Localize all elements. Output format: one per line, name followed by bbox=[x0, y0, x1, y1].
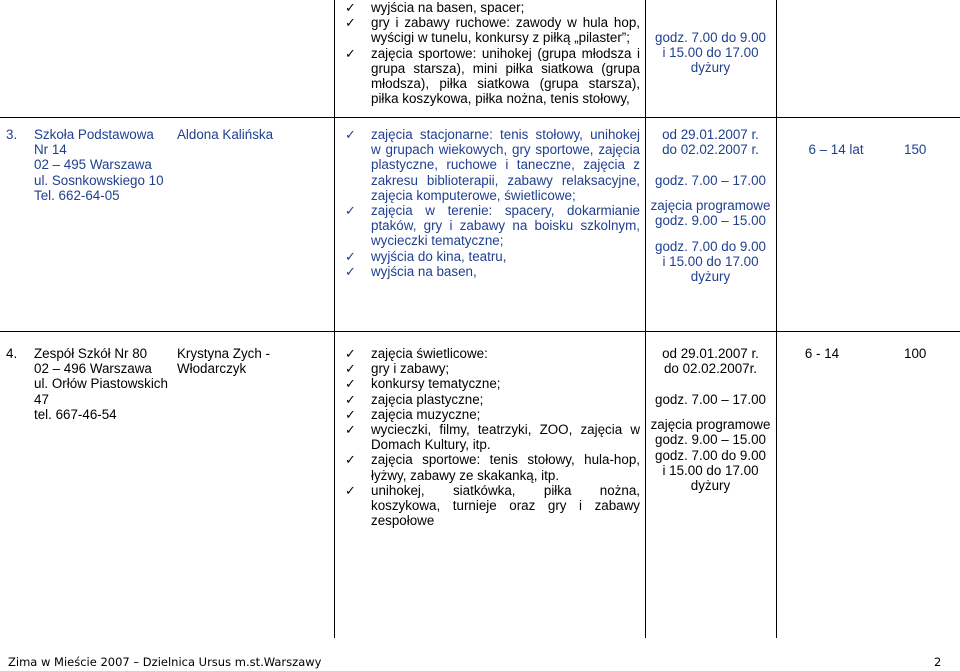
table-border-line bbox=[0, 331, 960, 332]
checkmark-icon: ✓ bbox=[345, 406, 356, 422]
date-range bbox=[648, 127, 773, 157]
text-line: Nr 14 bbox=[34, 142, 67, 158]
checkmark-icon: ✓ bbox=[345, 203, 356, 219]
text-line: dyżury bbox=[690, 269, 731, 285]
row-activities bbox=[345, 346, 640, 528]
activity-list bbox=[345, 127, 640, 279]
age-range: 6 – 14 lat bbox=[808, 142, 864, 157]
text-line: zajęcia programowe bbox=[650, 417, 771, 433]
activity-text: zajęcia stacjonarne: tenis stołowy, unihokej bbox=[371, 127, 640, 142]
footer-text: Zima w Mieście 2007 – Dzielnica Ursus m.st.Warszawy bbox=[8, 655, 322, 669]
activity-item bbox=[345, 361, 640, 376]
table-border-line bbox=[645, 0, 646, 638]
activity-text: zajęcia w terenie: spacery, dokarmianie bbox=[371, 203, 640, 219]
prev-row-activities bbox=[345, 0, 640, 106]
checkmark-icon: ✓ bbox=[345, 346, 356, 361]
text-line: Krystyna Zych - bbox=[177, 346, 271, 361]
activity-item bbox=[345, 452, 640, 482]
opening-hours bbox=[648, 392, 773, 493]
activity-text: wyjścia do kina, teatru, bbox=[371, 248, 507, 264]
text-line: i 15.00 do 17.00 bbox=[662, 253, 759, 269]
text-line: Tel. 662-64-05 bbox=[34, 187, 120, 203]
activity-item bbox=[345, 407, 640, 422]
text-line: i 15.00 do 17.00 bbox=[662, 45, 759, 61]
checkmark-icon: ✓ bbox=[345, 15, 356, 31]
text-line: ul. Sosnkowskiego 10 bbox=[34, 172, 164, 188]
checkmark-icon: ✓ bbox=[345, 482, 356, 498]
activity-item bbox=[345, 15, 640, 45]
row-activities bbox=[345, 127, 640, 279]
activity-text: zajęcia sportowe: unihokej (grupa młodsza i bbox=[371, 45, 640, 61]
text-line: godz. 7.00 do 9.00 bbox=[655, 30, 766, 45]
text-line: 02 – 495 Warszawa bbox=[34, 157, 152, 173]
text-line: dyżury bbox=[690, 60, 731, 76]
activity-text: Domach Kultury, itp. bbox=[371, 437, 491, 453]
activity-text: wyjścia na basen, spacer; bbox=[371, 0, 525, 15]
activity-list bbox=[345, 0, 640, 106]
activity-text: zajęcia plastyczne; bbox=[371, 391, 484, 407]
age-range: 6 - 14 bbox=[804, 346, 840, 361]
text-line: Włodarczyk bbox=[177, 361, 247, 377]
text-line: godz. 7.00 – 17.00 bbox=[655, 173, 766, 188]
text-line: zajęcia programowe bbox=[650, 198, 771, 214]
text-line: Aldona Kalińska bbox=[177, 127, 274, 142]
checkmark-icon: ✓ bbox=[345, 45, 356, 61]
row-number: 3. bbox=[6, 127, 18, 142]
text-line: i 15.00 do 17.00 bbox=[662, 462, 759, 478]
text-line: od 29.01.2007 r. bbox=[662, 346, 759, 361]
checkmark-icon: ✓ bbox=[345, 452, 356, 468]
school-address bbox=[34, 127, 179, 203]
text-line: do 02.02.2007r. bbox=[663, 361, 758, 377]
coordinator-name bbox=[177, 127, 327, 142]
text-line: do 02.02.2007 r. bbox=[662, 142, 759, 158]
activity-text: zajęcia świetlicowe: bbox=[371, 346, 488, 361]
checkmark-icon: ✓ bbox=[345, 127, 356, 142]
checkmark-icon: ✓ bbox=[345, 422, 356, 438]
activity-text: młodsza), piłka siatkowa (grupa starsza), bbox=[371, 76, 640, 92]
text-line: tel. 667-46-54 bbox=[34, 406, 117, 422]
spacer bbox=[648, 229, 773, 239]
text-line: godz. 7.00 do 9.00 bbox=[655, 447, 766, 463]
checkmark-icon: ✓ bbox=[345, 248, 356, 264]
activity-text: wyjścia na basen, bbox=[371, 263, 477, 279]
page-number: 2 bbox=[934, 655, 942, 669]
spacer bbox=[648, 188, 773, 198]
text-line: Szkoła Podstawowa bbox=[34, 127, 154, 142]
participant-count: 150 bbox=[904, 142, 927, 157]
table-border-line bbox=[334, 0, 335, 638]
text-line: ul. Orłów Piastowskich bbox=[34, 376, 168, 392]
participant-count: 100 bbox=[904, 346, 927, 361]
text-line: godz. 7.00 – 17.00 bbox=[655, 392, 766, 407]
activity-item bbox=[345, 376, 640, 391]
checkmark-icon: ✓ bbox=[345, 376, 356, 392]
activity-item bbox=[345, 249, 640, 264]
activity-item bbox=[345, 203, 640, 249]
activity-item bbox=[345, 264, 640, 279]
checkmark-icon: ✓ bbox=[345, 263, 356, 279]
activity-item bbox=[345, 127, 640, 203]
activity-text: wyścigi w tunelu, konkursy z piłką „pilaster”; bbox=[371, 30, 630, 46]
activity-text: łyżwy, zabawy ze skakanką, itp. bbox=[371, 467, 560, 483]
activity-text: w grupach wiekowych, gry sportowe, zajęcia bbox=[371, 142, 640, 158]
text-line: 47 bbox=[34, 391, 49, 407]
activity-text: wycieczki, filmy, teatrzyki, ZOO, zajęcia w bbox=[371, 422, 640, 438]
school-address bbox=[34, 346, 179, 422]
activity-text: koszykowa, turnieje oraz gry i zabawy bbox=[371, 498, 640, 514]
activity-text: zajęcia muzyczne; bbox=[371, 406, 481, 422]
checkmark-icon: ✓ bbox=[345, 391, 356, 407]
activity-item bbox=[345, 46, 640, 107]
activity-text: zespołowe bbox=[371, 513, 435, 529]
activity-text: konkursy tematyczne; bbox=[371, 376, 501, 392]
text-line: godz. 7.00 do 9.00 bbox=[655, 238, 766, 254]
activity-item bbox=[345, 392, 640, 407]
text-line: od 29.01.2007 r. bbox=[662, 127, 759, 142]
text-line: dyżury bbox=[690, 478, 731, 494]
activity-item bbox=[345, 346, 640, 361]
table-border-line bbox=[0, 117, 960, 118]
activity-text: zakresu biblioterapii, zabawy relaksacyjne, bbox=[371, 172, 640, 188]
text-line: 02 – 496 Warszawa bbox=[34, 361, 152, 377]
activity-text: grupa starsza), mini piłka siatkowa (grupa bbox=[371, 60, 640, 76]
text-line: Zespół Szkół Nr 80 bbox=[34, 346, 148, 361]
activity-text: zajęcia komputerowe, świetlicowe; bbox=[371, 187, 576, 203]
activity-item bbox=[345, 483, 640, 529]
coordinator-name bbox=[177, 346, 327, 376]
prev-row-hours bbox=[648, 30, 773, 76]
activity-text: wycieczki tematyczne; bbox=[371, 233, 504, 249]
activity-text: zajęcia sportowe: tenis stołowy, hula-hop, bbox=[371, 452, 640, 468]
row-number: 4. bbox=[6, 346, 18, 361]
checkmark-icon: ✓ bbox=[345, 0, 356, 15]
activity-text: ptaków, gry i zabawy na boisku szkolnym, bbox=[371, 218, 640, 234]
activity-text: gry i zabawy ruchowe: zawody w hula hop, bbox=[371, 15, 640, 31]
spacer bbox=[648, 407, 773, 417]
activity-text: piłka koszykowa, piłka nożna, tenis stołowy, bbox=[371, 91, 630, 107]
activity-text: gry i zabawy; bbox=[371, 361, 450, 377]
checkmark-icon: ✓ bbox=[345, 361, 356, 377]
activity-list bbox=[345, 346, 640, 528]
text-line: godz. 9.00 – 15.00 bbox=[655, 213, 766, 229]
date-range bbox=[648, 346, 773, 376]
activity-item bbox=[345, 0, 640, 15]
activity-text: plastyczne, ruchowe i taneczne, zajęcia z bbox=[371, 157, 640, 173]
activity-text: unihokej, siatkówka, piłka nożna, bbox=[371, 482, 640, 498]
table-border-line bbox=[776, 0, 777, 638]
opening-hours bbox=[648, 173, 773, 284]
text-line: godz. 9.00 – 15.00 bbox=[655, 432, 766, 448]
activity-item bbox=[345, 422, 640, 452]
